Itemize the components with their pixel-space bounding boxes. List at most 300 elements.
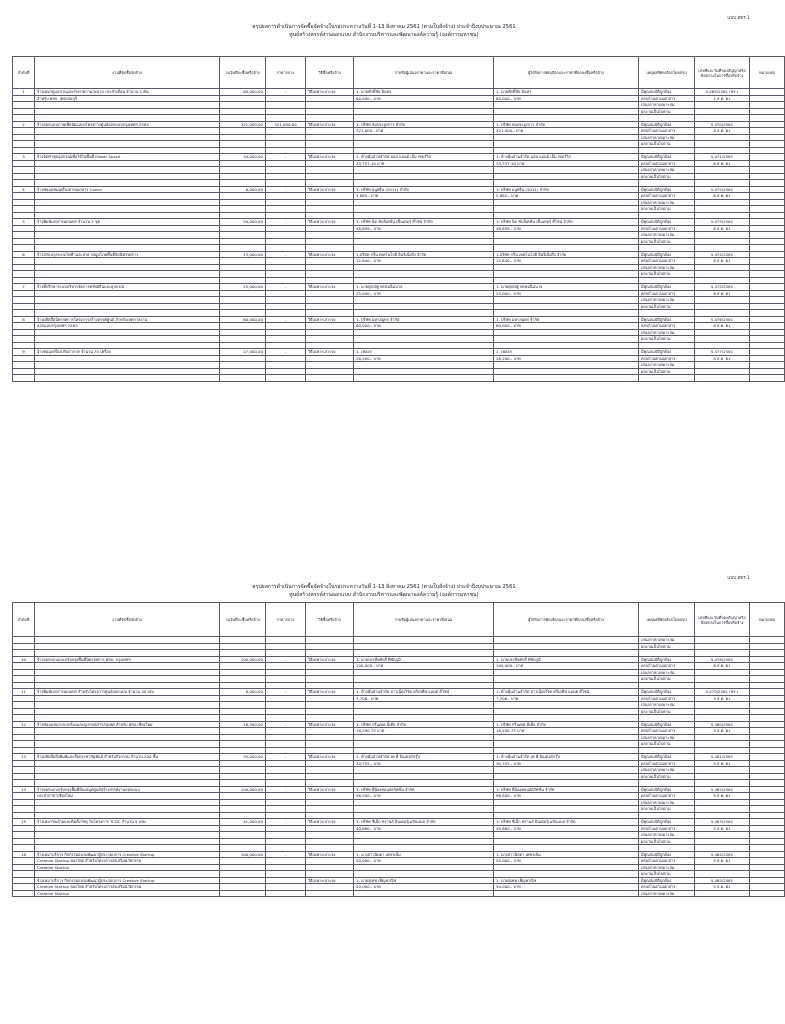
row-number: 13	[13, 754, 35, 761]
budget-amount: 60,000.00	[220, 89, 266, 96]
column-header: ผู้ได้รับการคัดเลือกและราคาที่ตกลงซื้อหรือจ้าง	[494, 603, 639, 637]
bid-price: 50,000.- บาท	[354, 858, 494, 865]
budget-amount: 34,000.00	[220, 154, 266, 161]
table-spacer-row	[13, 375, 785, 382]
bid-price: 26,200.- บาท	[354, 355, 494, 362]
column-header: งานที่จัดซื้อจัดจ้าง	[35, 57, 220, 89]
selection-reason: ผลงานเป็นไปตาม	[639, 368, 695, 375]
procurement-table	[12, 602, 785, 897]
item-description: จ้างซ่อมแซมระบบกล้องและอุปกรณ์สารสนเทศ สำหรับ ศสบ.เชียงใหม่	[35, 721, 220, 728]
contract-reference: จ.474/2561	[695, 251, 750, 258]
bid-price: 60,000.- บาท	[354, 323, 494, 330]
contract-reference: จ.481/2561	[695, 754, 750, 761]
bid-price: 7,706.- บาท	[354, 695, 494, 702]
budget-amount	[220, 890, 266, 897]
row-number: 5	[13, 219, 35, 226]
procurement-method: วิธีเฉพาะเจาะจง	[306, 121, 354, 128]
bidder-name: 1. นายสุเทพ เพ็ญพาณิช	[354, 877, 494, 884]
median-price	[266, 890, 306, 897]
selection-reason: เสนอราคาเหมาะสม	[639, 329, 695, 336]
median-price: -	[266, 316, 306, 323]
column-header: วิธีซื้อหรือจ้าง	[306, 57, 354, 89]
item-description: จ้างที่ปรึกษาระบบบริหารจัดการทรัพย์สินและอุปกรณ์	[35, 284, 220, 291]
row-number: 11	[13, 689, 35, 696]
item-description: จ้างผลิตสื่อนิทรรศการโครงการสร้างสรรค์ศูนย์ สำหรับเทศกาลงาน	[35, 316, 220, 323]
winner-name: 1. ห้างหุ้นส่วนจำกัด เค พี อินเตอร์กรุ๊ป	[494, 754, 639, 761]
row-number: 6	[13, 251, 35, 258]
row-number: 7	[13, 284, 35, 291]
table-cell	[494, 375, 639, 382]
contract-reference: จ.473/2561	[695, 219, 750, 226]
winning-price: 25,000.- บาท	[494, 290, 639, 297]
budget-amount: 8,000.00	[220, 689, 266, 696]
selection-reason: ผลงานเป็นไปตาม	[639, 708, 695, 715]
contract-reference: 8 ส.ค. 61	[695, 290, 750, 297]
winning-price: 100,000.- บาท	[494, 663, 639, 670]
row-number: 8	[13, 316, 35, 323]
winner-name: 1. นายบรรลือศักดิ์ พิชัยภูมิ	[494, 656, 639, 663]
bid-price: 321,000.- บาท	[354, 128, 494, 135]
table-cell	[35, 375, 220, 382]
table-cell	[750, 375, 785, 382]
procurement-method: วิธีเฉพาะเจาะจง	[306, 284, 354, 291]
contract-reference: 8 ส.ค. 61	[695, 663, 750, 670]
selection-reason: ผลงานเป็นไปตาม	[639, 238, 695, 245]
item-description: จ้างเหมาบริการ กิจกรรมอบรมพัฒนาผู้ประกอบการ Creative Startup	[35, 877, 220, 884]
winner-name: 1. บริษัท พี่น้องคอนสตรัคชั่น จำกัด	[494, 786, 639, 793]
selection-reason: ผลงานเป็นไปตาม	[639, 206, 695, 213]
item-description: จ้างเหมาขนย้ายและติดตั้งวัสดุ ในโครงการ TCDC จำนวน 5 แห่ง	[35, 819, 220, 826]
selection-reason: มีคุณสมบัติถูกต้อง	[639, 721, 695, 728]
contract-reference: จ.475/2561	[695, 284, 750, 291]
row-number: 15	[13, 819, 35, 826]
contract-reference: จ.477/2561	[695, 349, 750, 356]
item-description: จ้างเหมาบริการ กิจกรรมอบรมพัฒนาผู้ประกอบการ Creative Startup	[35, 851, 220, 858]
item-description: จ้างซ่อมเครื่องปรับอากาศ จำนวน 35 เครื่อง	[35, 349, 220, 356]
table-row	[13, 121, 785, 128]
selection-reason: มีคุณสมบัติถูกต้อง	[639, 251, 695, 258]
item-description: สำหรับ ศสบ. สุพรรณบุรี	[35, 95, 220, 102]
selection-reason: มีคุณสมบัติถูกต้อง	[639, 284, 695, 291]
selection-reason: เสนอราคาเหมาะสม	[639, 890, 695, 897]
column-header: เลขที่และวันที่ของสัญญาหรือข้อตกลงในการซื้อหรือจ้าง	[695, 57, 750, 89]
item-description: จ้างออกแบบปรับปรุงพื้นที่ห้องสมุดศูนย์สร้างสรรค์งานออกแบบ	[35, 786, 220, 793]
item-description: Creative Startup	[35, 864, 220, 871]
contract-reference: จ.484/2561	[695, 851, 750, 858]
form-code: แบบ สขร.1	[727, 16, 750, 21]
selection-reason: เสนอราคาเหมาะสม	[639, 799, 695, 806]
winner-name: 1. นายศักดิ์ชัย อินทร	[494, 89, 639, 96]
median-price: -	[266, 819, 306, 826]
median-price: -	[266, 754, 306, 761]
form-code: แบบ สขร.1	[727, 576, 750, 581]
bidder-name: 1. บริษัท นิด พับลิเคชั่น เซ็นเตอร์ ดีไซน์ จำกัด	[354, 219, 494, 226]
contract-reference: 9 ส.ค. 61	[695, 728, 750, 735]
contract-reference: 8 ส.ค. 61	[695, 355, 750, 362]
selection-reason: ผลงานเป็นไปตาม	[639, 141, 695, 148]
item-description: จ้างพิมพ์เอกสารเผยแพร่ สำหรับโครงการศูนย์ออกแบบ จำนวน 40 เล่ม	[35, 689, 220, 696]
item-description: ประจำสาขาเชียงใหม่	[35, 793, 220, 800]
selection-reason: ครบถ้วนตามเอกสาร	[639, 825, 695, 832]
winning-price: 26,200.- บาท	[494, 355, 639, 362]
column-header: เหตุผลที่คัดเลือกโดยสรุป	[639, 57, 695, 89]
contract-reference: จ.478/2561	[695, 656, 750, 663]
selection-reason: เสนอราคาเหมาะสม	[639, 702, 695, 709]
selection-reason: ผลงานเป็นไปตาม	[639, 271, 695, 278]
contract-reference: จ.482/2561	[695, 786, 750, 793]
median-price: -	[266, 721, 306, 728]
budget-amount: 100,000.00	[220, 851, 266, 858]
selection-reason: เสนอราคาเหมาะสม	[639, 102, 695, 109]
winner-name: 1.บริษัท กรีน เทคโนโลยี อินจิเนียริ่ง จำกัด	[494, 251, 639, 258]
procurement-method: วิธีเฉพาะเจาะจง	[306, 689, 354, 696]
selection-reason: ผลงานเป็นไปตาม	[639, 806, 695, 813]
bidder-name: 1. นางสาวนิดดา เพชรเข้ม	[354, 851, 494, 858]
winning-price: 96,500.- บาท	[494, 793, 639, 800]
winner-name: 1. เฟลอร	[494, 349, 639, 356]
procurement-table	[12, 56, 785, 382]
contract-reference	[695, 890, 750, 897]
bidder-name: 1. บริษัท กรีนเทค มีเดีย จำกัด	[354, 721, 494, 728]
median-price: -	[266, 89, 306, 96]
selection-reason: มีคุณสมบัติถูกต้อง	[639, 656, 695, 663]
winning-price: 7,706.- บาท	[494, 695, 639, 702]
column-header: รายชื่อผู้เสนอราคาและราคาที่เสนอ	[354, 57, 494, 89]
median-price: -	[266, 154, 306, 161]
selection-reason: มีคุณสมบัติถูกต้อง	[639, 316, 695, 323]
budget-amount: 100,000.00	[220, 656, 266, 663]
selection-reason: มีคุณสมบัติถูกต้อง	[639, 154, 695, 161]
selection-reason: เสนอราคาเหมาะสม	[639, 297, 695, 304]
item-description: จ้างออกแบบและปรับปรุงพื้นที่นิทรรศการ ศสบ. กรุงเทพฯ	[35, 656, 220, 663]
selection-reason: เสนอราคาเหมาะสม	[639, 199, 695, 206]
contract-reference: จ.479/2561 (ขร.)	[695, 689, 750, 696]
winner-name: 1. บริษัท นิด พับลิเคชั่น เซ็นเตอร์ ดีไซน์ จำกัด	[494, 219, 639, 226]
contract-reference: 9 ส.ค. 61	[695, 760, 750, 767]
document-title: สรุปผลการดำเนินการจัดซื้อจัดจ้างในรอบระหว่างวันที่ 1-13 สิงหาคม 2561 (ตามใบสั่งจ้าง) ประจำปีงบประมาณ 2561	[252, 584, 516, 590]
selection-reason: มีคุณสมบัติถูกต้อง	[639, 121, 695, 128]
contract-reference: 9 ส.ค. 61	[695, 825, 750, 832]
winner-name: 1. บริษัท ซีเอ็ก ทรานส์ อินเตอร์เนชั่นแนล จำกัด	[494, 819, 639, 826]
procurement-method: วิธีเฉพาะเจาะจง	[306, 154, 354, 161]
item-description: จ้างผลิตสื่อสิ่งพิมพ์และสื่อประชาสัมพันธ์ สำหรับกิจกรรม จำนวน 200 ชิ้น	[35, 754, 220, 761]
table-cell	[220, 375, 266, 382]
selection-reason: เสนอราคาเหมาะสม	[639, 264, 695, 271]
column-header: รายชื่อผู้เสนอราคาและราคาที่เสนอ	[354, 603, 494, 637]
row-number: 12	[13, 721, 35, 728]
contract-reference: จ.480/2561	[695, 721, 750, 728]
selection-reason: มีคุณสมบัติถูกต้อง	[639, 819, 695, 826]
column-header: ราคากลาง	[266, 57, 306, 89]
selection-reason: เสนอราคาเหมาะสม	[639, 864, 695, 871]
table-header-row	[13, 603, 785, 637]
contract-reference: 8 ส.ค. 61	[695, 225, 750, 232]
bidder-name: 1. ห้างหุ้นส่วนจำกัด แอล แอนด์ เอ็ม เซอร์วิส	[354, 154, 494, 161]
column-header: ลำดับที่	[13, 57, 35, 89]
selection-reason: ผลงานเป็นไปตาม	[639, 303, 695, 310]
winning-price: 33,737.10 บาท	[494, 160, 639, 167]
contract-reference: จ.472/2561	[695, 186, 750, 193]
document-subtitle: ศูนย์สร้างสรรค์งานออกแบบ สำนักงานบริหารและพัฒนาองค์ความรู้ (องค์การมหาชน)	[289, 32, 479, 38]
bidder-name: 1. ห้างหุ้นส่วนจำกัด เค พี อินเตอร์กรุ๊ป	[354, 754, 494, 761]
row-number: 9	[13, 349, 35, 356]
selection-reason: เสนอราคาเหมาะสม	[639, 734, 695, 741]
contract-reference: 8 ส.ค. 61	[695, 128, 750, 135]
winner-name: 50,000.- บาท	[494, 884, 639, 891]
contract-reference: จ.485/2561	[695, 877, 750, 884]
selection-reason: ครบถ้วนตามเอกสาร	[639, 95, 695, 102]
selection-reason: ครบถ้วนตามเอกสาร	[639, 760, 695, 767]
bidder-name: 1. บริษัท สมประยูรการ จำกัด	[354, 121, 494, 128]
document-title: สรุปผลการดำเนินการจัดซื้อจัดจ้างในรอบระหว่างวันที่ 1-13 สิงหาคม 2561 (ตามใบสั่งจ้าง) ประจำปีงบประมาณ 2561	[252, 24, 516, 30]
selection-reason: ครบถ้วนตามเอกสาร	[639, 695, 695, 702]
procurement-method: วิธีเฉพาะเจาะจง	[306, 819, 354, 826]
median-price: -	[266, 284, 306, 291]
median-price: 321,000.00	[266, 121, 306, 128]
column-header: เหตุผลที่คัดเลือกโดยสรุป	[639, 603, 695, 637]
table-cell	[639, 375, 695, 382]
winner-name: 1. บริษัท อนุพรีน (2011) จำกัด	[494, 186, 639, 193]
table-cell	[306, 375, 354, 382]
column-header: วงเงินที่จะซื้อหรือจ้าง	[220, 57, 266, 89]
bidder-name: 50,000.- บาท	[354, 884, 494, 891]
selection-reason: ผลงานเป็นไปตาม	[639, 871, 695, 878]
bid-price: 30,752.- บาท	[354, 760, 494, 767]
selection-reason: ครบถ้วนตามเอกสาร	[639, 225, 695, 232]
table-header-row	[13, 57, 785, 89]
column-header: ผู้ได้รับการคัดเลือกและราคาที่ตกลงซื้อหรือจ้าง	[494, 57, 639, 89]
selection-reason: ครบถ้วนตามเอกสาร	[639, 193, 695, 200]
row-number: 4	[13, 186, 35, 193]
winning-price: 60,000.- บาท	[494, 95, 639, 102]
item-description: ออกแบบกรุงเทพฯ 2562	[35, 323, 220, 330]
budget-amount: 6,000.00	[220, 186, 266, 193]
selection-reason: เสนอราคาเหมาะสม	[639, 232, 695, 239]
contract-reference: จ.469/2561 (ขร.)	[695, 89, 750, 96]
winning-price: 5,885.- บาท	[494, 193, 639, 200]
bid-price: 33,737.10 บาท	[354, 160, 494, 167]
item-description: จ้างจัดทำชุดอุปกรณ์เพื่อใช้ในพื้นที่ Maker Space	[35, 154, 220, 161]
row-number	[13, 890, 35, 897]
contract-reference: 8 ส.ค. 61	[695, 193, 750, 200]
document-subtitle: ศูนย์สร้างสรรค์งานออกแบบ สำนักงานบริหารและพัฒนาองค์ความรู้ (องค์การมหาชน)	[289, 592, 479, 598]
row-number: 2	[13, 121, 35, 128]
median-price: -	[266, 251, 306, 258]
bidder-name: 1.บริษัท กรีน เทคโนโลยี อินจิเนียริ่ง จำกัด	[354, 251, 494, 258]
row-number: 1	[13, 89, 35, 96]
procurement-method: วิธีเฉพาะเจาะจง	[306, 219, 354, 226]
selection-reason: เสนอราคาเหมาะสม	[639, 362, 695, 369]
selection-reason: ผลงานเป็นไปตาม	[639, 838, 695, 845]
bid-price: 48,899.- บาท	[354, 225, 494, 232]
procurement-method: วิธีเฉพาะเจาะจง	[306, 754, 354, 761]
item-description: จ้างปรับปรุงระบบไฟฟ้าและสาธารณูปโภคพื้นที่จัดนิทรรศการ	[35, 251, 220, 258]
winner-name: 1. ห้างหุ้นส่วนจำกัด ยาวเน็ตเวิร์ค ครีเอทีฟ แอนด์ ดีไซน์	[494, 689, 639, 696]
document-page-2	[0, 530, 775, 1024]
selection-reason: ครบถ้วนตามเอกสาร	[639, 258, 695, 265]
contract-reference: จ.471/2561	[695, 154, 750, 161]
selection-reason: เสนอราคาเหมาะสม	[639, 767, 695, 774]
bidder-name	[354, 890, 494, 897]
budget-amount: 41,000.00	[220, 819, 266, 826]
selection-reason: ครบถ้วนตามเอกสาร	[639, 323, 695, 330]
selection-reason: ผลงานเป็นไปตาม	[639, 773, 695, 780]
median-price: -	[266, 786, 306, 793]
winning-price: 16,290.75 บาท	[494, 728, 639, 735]
selection-reason: มีคุณสมบัติถูกต้อง	[639, 877, 695, 884]
winning-price: 40,660.- บาท	[494, 825, 639, 832]
row-number: 14	[13, 786, 35, 793]
selection-reason: ครบถ้วนตามเอกสาร	[639, 858, 695, 865]
bidder-name: 1. เฟลอร	[354, 349, 494, 356]
column-header: หมายเหตุ	[750, 603, 785, 637]
selection-reason: ผลงานเป็นไปตาม	[639, 173, 695, 180]
procurement-method: วิธีเฉพาะเจาะจง	[306, 349, 354, 356]
bidder-name: 1. นายศักดิ์ชัย อินทร	[354, 89, 494, 96]
winner-name: 1. ห้างหุ้นส่วนจำกัด แอล แอนด์ เอ็ม เซอร์วิส	[494, 154, 639, 161]
selection-reason: ครบถ้วนตามเอกสาร	[639, 793, 695, 800]
selection-reason: ครบถ้วนตามเอกสาร	[639, 663, 695, 670]
selection-reason: เสนอราคาเหมาะสม	[639, 134, 695, 141]
budget-amount: 50,000.00	[220, 219, 266, 226]
contract-reference: 1 ส.ค. 61	[695, 95, 750, 102]
selection-reason: มีคุณสมบัติถูกต้อง	[639, 89, 695, 96]
contract-reference: จ.470/2561	[695, 121, 750, 128]
column-header: หมายเหตุ	[750, 57, 785, 89]
budget-amount: 16,500.00	[220, 721, 266, 728]
selection-reason: มีคุณสมบัติถูกต้อง	[639, 786, 695, 793]
table-cell	[266, 375, 306, 382]
column-header: วิธีซื้อหรือจ้าง	[306, 603, 354, 637]
column-header: วงเงินที่จะซื้อหรือจ้าง	[220, 603, 266, 637]
median-price: -	[266, 851, 306, 858]
winner-name: 1. นายศุภณัฐ พรหมนิ่มนวล	[494, 284, 639, 291]
median-price: -	[266, 656, 306, 663]
contract-reference: 9 ส.ค. 61	[695, 793, 750, 800]
selection-reason: ครบถ้วนตามเอกสาร	[639, 884, 695, 891]
table-cell	[354, 375, 494, 382]
selection-reason: ผลงานเป็นไปตาม	[639, 741, 695, 748]
row-number: 3	[13, 154, 35, 161]
winning-price: 60,000.- บาท	[494, 323, 639, 330]
budget-amount: 321,000.00	[220, 121, 266, 128]
selection-reason: ผลงานเป็นไปตาม	[639, 108, 695, 115]
bid-price: 16,290.75 บาท	[354, 728, 494, 735]
selection-reason: เสนอราคาเหมาะสม	[639, 167, 695, 174]
winning-price: 30,752.- บาท	[494, 760, 639, 767]
selection-reason: ครบถ้วนตามเอกสาร	[639, 160, 695, 167]
winner-name: 1. นายสุเทพ เพ็ญพาณิช	[494, 877, 639, 884]
budget-amount: 60,000.00	[220, 316, 266, 323]
selection-reason: เสนอราคาเหมาะสม	[639, 637, 695, 644]
contract-reference: 8 ส.ค. 61	[695, 160, 750, 167]
procurement-method: วิธีเฉพาะเจาะจง	[306, 316, 354, 323]
item-description: จ้างออกแบบภาพเพื่อจัดแสดงโครงการศูนย์ออกแบบกรุงเทพฯ 2562	[35, 121, 220, 128]
selection-reason: มีคุณสมบัติถูกต้อง	[639, 186, 695, 193]
item-description: จ้างเหมาดูแลสวนและรักษาความสะอาด ประจำเดือน จำนวน 1 คัน	[35, 89, 220, 96]
table-cell	[13, 375, 35, 382]
column-header: เลขที่และวันที่ของสัญญาหรือข้อตกลงในการซื้อหรือจ้าง	[695, 603, 750, 637]
remark-cell	[750, 890, 785, 897]
winning-price: 12,840.- บาท	[494, 258, 639, 265]
bid-price: 40,660.- บาท	[354, 825, 494, 832]
winning-price: 321,000.- บาท	[494, 128, 639, 135]
contract-reference: 9 ส.ค. 61	[695, 695, 750, 702]
bidder-name: 1. บริษัท ซีเอ็ก ทรานส์ อินเตอร์เนชั่นแนล จำกัด	[354, 819, 494, 826]
selection-reason: ครบถ้วนตามเอกสาร	[639, 290, 695, 297]
item-description: Creative Startup ของไทย สำหรับโครงการส่งเสริมนวัตกรรม	[35, 884, 220, 891]
column-header: งานที่จัดซื้อจัดจ้าง	[35, 603, 220, 637]
row-number: 16	[13, 851, 35, 858]
budget-amount: 25,000.00	[220, 284, 266, 291]
selection-reason: มีคุณสมบัติถูกต้อง	[639, 754, 695, 761]
winning-price: 48,899.- บาท	[494, 225, 639, 232]
selection-reason: ผลงานเป็นไปตาม	[639, 336, 695, 343]
winner-name: 1. บริษัท กรีนเทค มีเดีย จำกัด	[494, 721, 639, 728]
median-price: -	[266, 186, 306, 193]
procurement-method: วิธีเฉพาะเจาะจง	[306, 786, 354, 793]
winner-name	[494, 890, 639, 897]
bidder-name: 1. บริษัท มหาสมุทร จำกัด	[354, 316, 494, 323]
budget-amount: 13,000.00	[220, 251, 266, 258]
contract-reference: จ.483/2561	[695, 819, 750, 826]
bidder-name: 1. บริษัท พี่น้องคอนสตรัคชั่น จำกัด	[354, 786, 494, 793]
bidder-name: 1. นายบรรลือศักดิ์ พิชัยภูมิ	[354, 656, 494, 663]
selection-reason: ผลงานเป็นไปตาม	[639, 643, 695, 650]
bid-price: 96,500.- บาท	[354, 793, 494, 800]
procurement-method: วิธีเฉพาะเจาะจง	[306, 851, 354, 858]
item-description: Creative Startup ของไทย สำหรับโครงการส่งเสริมนวัตกรรม	[35, 858, 220, 865]
contract-reference: 9 ส.ค. 61	[695, 858, 750, 865]
winner-name: 1. นางสาวนิดดา เพชรเข้ม	[494, 851, 639, 858]
bid-price: 100,000.- บาท	[354, 663, 494, 670]
row-number: 10	[13, 656, 35, 663]
bid-price: 60,000.- บาท	[354, 95, 494, 102]
table-row	[13, 656, 785, 663]
column-header: ลำดับที่	[13, 603, 35, 637]
item-description: จ้างซ่อมแซมเครื่องถ่ายเอกสาร Canon	[35, 186, 220, 193]
median-price: -	[266, 349, 306, 356]
procurement-method: วิธีเฉพาะเจาะจง	[306, 89, 354, 96]
selection-reason: ผลงานเป็นไปตาม	[639, 676, 695, 683]
winning-price: 50,000.- บาท	[494, 858, 639, 865]
winner-name: 1. บริษัท มหาสมุทร จำกัด	[494, 316, 639, 323]
selection-reason: มีคุณสมบัติถูกต้อง	[639, 851, 695, 858]
item-description: Creative Startup	[35, 890, 220, 897]
table-subrow	[13, 890, 785, 897]
bid-price: 5,885.- บาท	[354, 193, 494, 200]
selection-reason: มีคุณสมบัติถูกต้อง	[639, 219, 695, 226]
selection-reason: ครบถ้วนตามเอกสาร	[639, 728, 695, 735]
column-header: ราคากลาง	[266, 603, 306, 637]
bidder-name: 1. บริษัท อนุพรีน (2011) จำกัด	[354, 186, 494, 193]
procurement-method: วิธีเฉพาะเจาะจง	[306, 877, 354, 884]
procurement-method	[306, 890, 354, 897]
bid-price: 25,000.- บาท	[354, 290, 494, 297]
contract-reference: 8 ส.ค. 61	[695, 323, 750, 330]
contract-reference: 8 ส.ค. 61	[695, 258, 750, 265]
selection-reason: เสนอราคาเหมาะสม	[639, 832, 695, 839]
bidder-name: 1. นายศุภณัฐ พรหมนิ่มนวล	[354, 284, 494, 291]
table-row	[13, 316, 785, 323]
median-price: -	[266, 219, 306, 226]
winner-name: 1. บริษัท สมประยูรการ จำกัด	[494, 121, 639, 128]
item-description: จ้างพิมพ์เอกสารเผยแพร่ จำนวน 2 ชุด	[35, 219, 220, 226]
contract-reference: จ.476/2561	[695, 316, 750, 323]
procurement-method: วิธีเฉพาะเจาะจง	[306, 186, 354, 193]
median-price: -	[266, 689, 306, 696]
procurement-method: วิธีเฉพาะเจาะจง	[306, 721, 354, 728]
